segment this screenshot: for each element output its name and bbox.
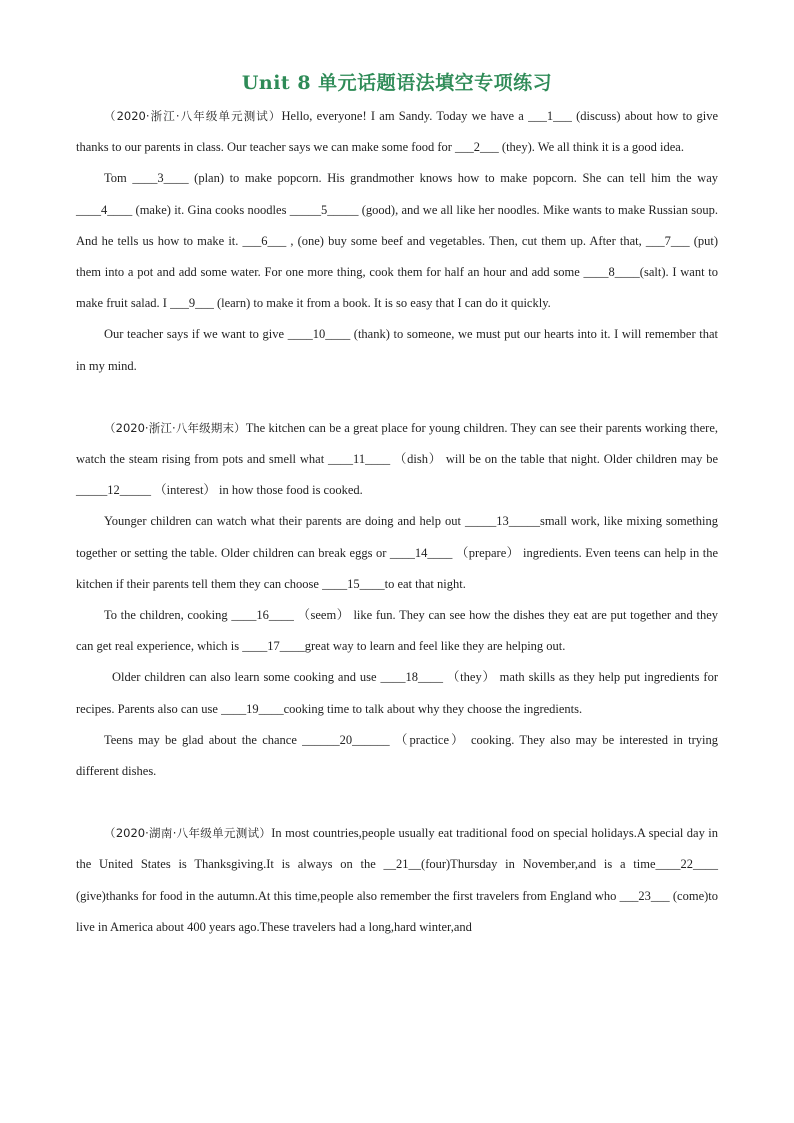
answer-blank[interactable]: ______20______: [302, 732, 390, 747]
page-title: Unit 8 单元话题语法填空专项练习: [241, 72, 553, 94]
answer-blank[interactable]: ___2___: [455, 140, 499, 155]
document-body: [76, 101, 718, 943]
answer-blank[interactable]: ___1___: [528, 109, 572, 123]
answer-blank[interactable]: ____10____: [287, 327, 351, 342]
answer-blank[interactable]: ___6___: [242, 233, 287, 248]
passage-2-paragraph: Younger children can watch what their parents are doing and help out _____13_____small work, like mixing something together or setting the table. Older children can break eggs or ____14____ （prepare） ingredients. Even teens can help in the kitchen if their parents tell them they can choose ____15____to eat that night.: [76, 514, 719, 591]
passage-1-paragraph: Our teacher says if we want to give ____10____ (thank) to someone, we must put our hearts into it. I will remember that in my mind.: [76, 327, 718, 373]
passage-2-paragraph: To the children, cooking ____16____ （seem） like fun. They can see how the dishes they eat are put together and they can get real experience, which is ____17____great way to learn and feel like they are helping out.: [76, 608, 718, 654]
answer-blank[interactable]: ____3____: [132, 171, 189, 186]
answer-blank[interactable]: ____8____: [583, 265, 640, 280]
passage-gap: [76, 382, 718, 413]
passage-source: （2020·浙江·八年级期末）: [104, 420, 246, 435]
answer-blank[interactable]: ____19____: [221, 701, 284, 716]
answer-blank[interactable]: ____15____: [322, 576, 385, 591]
answer-blank[interactable]: ____22____: [655, 857, 718, 872]
passage-source: （2020·浙江·八年级单元测试）: [104, 109, 282, 123]
answer-blank[interactable]: ____11____: [328, 452, 391, 467]
answer-blank[interactable]: ___9___: [170, 296, 214, 311]
answer-blank[interactable]: ____14____: [389, 545, 453, 560]
answer-blank[interactable]: _____12_____: [76, 483, 151, 498]
answer-blank[interactable]: ___7___: [645, 233, 690, 248]
passage-gap: [76, 787, 718, 818]
answer-blank[interactable]: __21__: [383, 857, 422, 872]
passage-1-paragraph: Tom ____3____ (plan) to make popcorn. His grandmother knows how to make popcorn. She can tell him the way ____4____ (make) it. Gina cooks noodles _____5_____ (good), and we all like her noodles. Mike wants to make Russian soup. And he tells us how to make it. ___6___ , (one) buy some beef and vegetables. Then, cut them up. After that, ___7___ (put) them into a pot and add some water. For one more thing, cook them for half an hour and add some ____8____(salt). I want to make fruit salad. I ___9___ (learn) to make it from a book. It is so easy that I can do it quickly.: [76, 171, 719, 311]
passage-source: （2020·湖南·八年级单元测试）: [104, 826, 272, 841]
passage-2-paragraph: （2020·浙江·八年级期末）The kitchen can be a great place for young children. They can see their parents working there, watch the steam rising from pots and smell what ____11____ （dish） will be on the table that night. Older children may be _____12_____ （interest） in how those food is cooked.: [76, 420, 718, 498]
answer-blank[interactable]: ____16____: [231, 608, 294, 623]
passage-1-paragraph: （2020·浙江·八年级单元测试）Hello, everyone! I am Sandy. Today we have a ___1___ (discuss) about how to give thanks to our parents in class. Our teacher says we can make some food for ___2___ (they). We all think it is a good idea.: [76, 109, 718, 155]
passage-3-paragraph: （2020·湖南·八年级单元测试）In most countries,people usually eat traditional food on special holidays.A special day in the United States is Thanksgiving.It is always on the __21__(four)Thursday in November,and is a time____22____ (give)thanks for food in the autumn.At this time,people also remember the first travelers from England who ___23___ (come)to live in America about 400 years ago.These travelers had a long,hard winter,and: [76, 826, 719, 934]
answer-blank[interactable]: _____5_____: [289, 202, 359, 217]
answer-blank[interactable]: ____17____: [242, 639, 305, 654]
answer-blank[interactable]: ___23___: [619, 888, 670, 903]
passage-2-paragraph: Teens may be glad about the chance ______20______ （practice） cooking. They also may be interested in trying different dishes.: [76, 732, 719, 779]
answer-blank[interactable]: _____13_____: [464, 514, 540, 529]
passage-2-paragraph: Older children can also learn some cooking and use ____18____ （they） math skills as they help put ingredients for recipes. Parents also can use ____19____cooking time to talk about why they choose the ingredients.: [76, 670, 718, 716]
answer-blank[interactable]: ____4____: [76, 202, 133, 217]
answer-blank[interactable]: ____18____: [380, 670, 443, 685]
